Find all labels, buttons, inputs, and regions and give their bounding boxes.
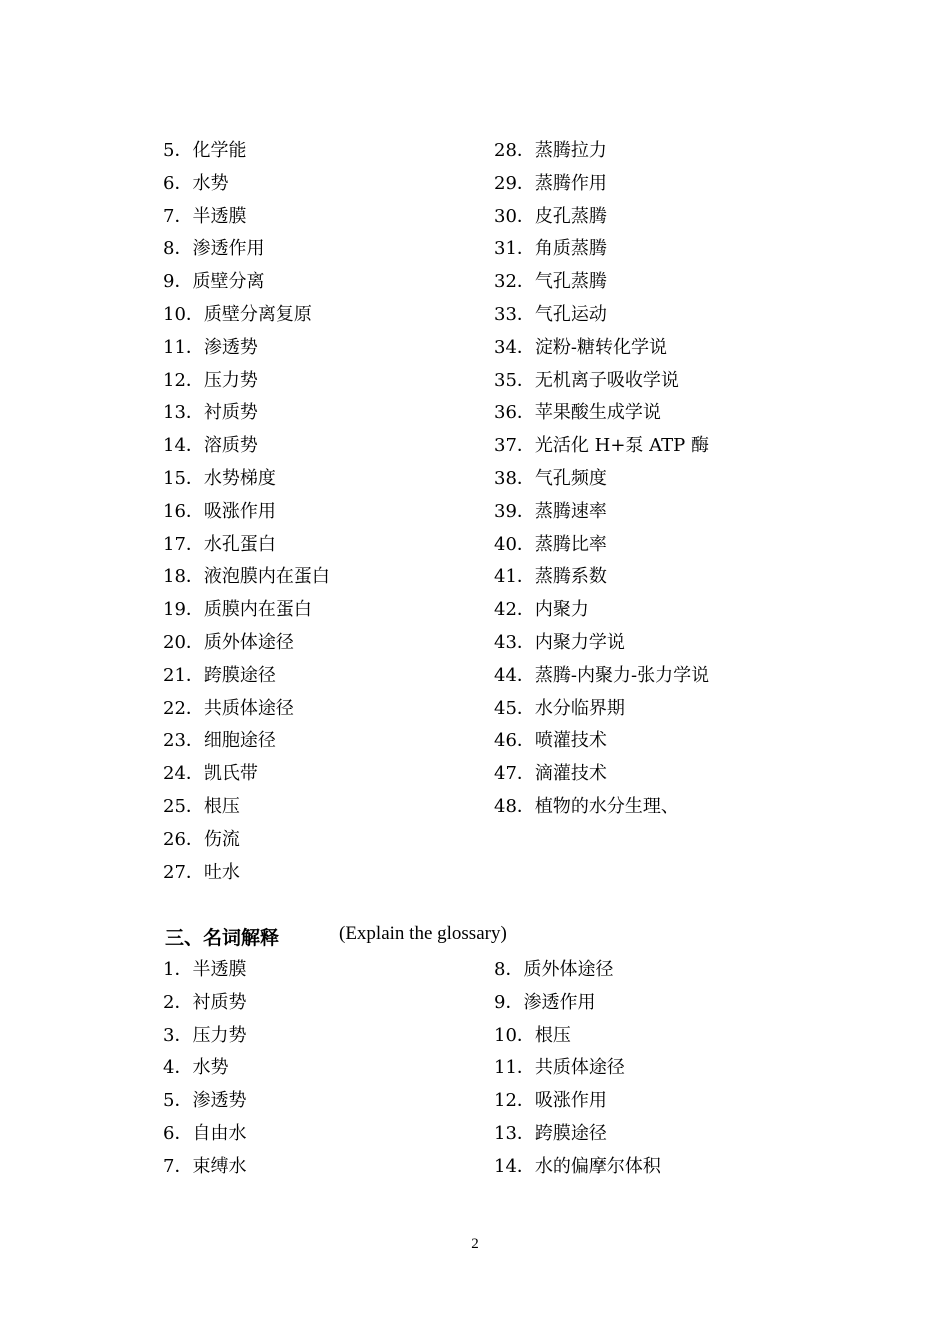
term-item: 6．水势 [163,172,229,194]
term-item: 14．溶质势 [163,435,258,457]
term-item: 23．细胞途径 [163,730,276,752]
term-item: 15．水势梯度 [163,468,276,489]
section-heading [165,923,507,950]
term-item: 45．水分临界期 [494,697,625,719]
glossary-item: 2．衬质势 [163,991,247,1013]
glossary-item: 9．渗透作用 [494,991,596,1013]
term-item: 47．滴灌技术 [494,763,607,785]
term-item: 35．无机离子吸收学说 [494,369,679,391]
term-item: 5．化学能 [163,140,247,161]
term-item: 34．淀粉-糖转化学说 [494,336,667,358]
term-item: 37．光活化 H+泵 ATP 酶 [494,435,709,457]
term-item: 25．根压 [163,796,240,817]
term-item: 44．蒸腾-内聚力-张力学说 [494,664,710,686]
term-item: 41．蒸腾系数 [494,566,607,588]
term-item: 10．质壁分离复原 [163,304,312,325]
term-item: 21．跨膜途径 [163,664,276,686]
term-item: 40．蒸腾比率 [494,533,607,555]
glossary-item: 3．压力势 [163,1024,247,1046]
page-number: 2 [471,1236,479,1252]
term-item: 8．渗透作用 [163,238,265,260]
term-item: 30．皮孔蒸腾 [494,205,607,227]
term-item: 28．蒸腾拉力 [494,140,607,161]
term-item: 16．吸涨作用 [163,500,276,522]
term-item: 26．伤流 [163,828,240,850]
term-item: 32．气孔蒸腾 [494,271,607,293]
term-item: 17．水孔蛋白 [163,533,276,555]
glossary-item: 7．束缚水 [163,1155,247,1177]
glossary-item: 5．渗透势 [163,1090,247,1112]
term-item: 39．蒸腾速率 [494,500,607,522]
section-title-english: (Explain the glossary) [339,923,507,944]
term-item: 22．共质体途径 [163,697,294,719]
term-item: 33．气孔运动 [494,304,607,325]
glossary-item: 13．跨膜途径 [494,1123,607,1144]
term-item: 29．蒸腾作用 [494,172,607,194]
term-item: 46．喷灌技术 [494,730,607,752]
glossary-item: 11．共质体途径 [494,1057,625,1079]
term-item: 20．质外体途径 [163,632,294,653]
term-item: 31．角质蒸腾 [494,238,607,260]
term-item: 7．半透膜 [163,205,247,227]
term-item: 38．气孔频度 [494,468,607,489]
term-item: 24．凯氏带 [163,763,258,785]
term-item: 13．衬质势 [163,402,258,424]
term-item: 19．质膜内在蛋白 [163,599,312,621]
term-item: 48．植物的水分生理、 [494,796,679,817]
term-item: 42．内聚力 [494,599,589,621]
glossary-item: 12．吸涨作用 [494,1090,607,1112]
glossary-item: 6．自由水 [163,1123,247,1144]
glossary-item: 4．水势 [163,1057,229,1079]
term-item: 12．压力势 [163,369,258,391]
glossary-item: 14．水的偏摩尔体积 [494,1155,661,1177]
term-item: 27．吐水 [163,861,240,883]
glossary-item: 1．半透膜 [163,959,247,980]
term-item: 43．内聚力学说 [494,632,625,653]
term-item: 9．质壁分离 [163,271,265,293]
term-item: 18．液泡膜内在蛋白 [163,566,330,588]
glossary-item: 8．质外体途径 [494,959,614,980]
glossary-item: 10．根压 [494,1024,571,1046]
term-item: 11．渗透势 [163,336,258,358]
section-title: 三、名词解释 [165,927,280,949]
term-item: 36．苹果酸生成学说 [494,402,661,424]
